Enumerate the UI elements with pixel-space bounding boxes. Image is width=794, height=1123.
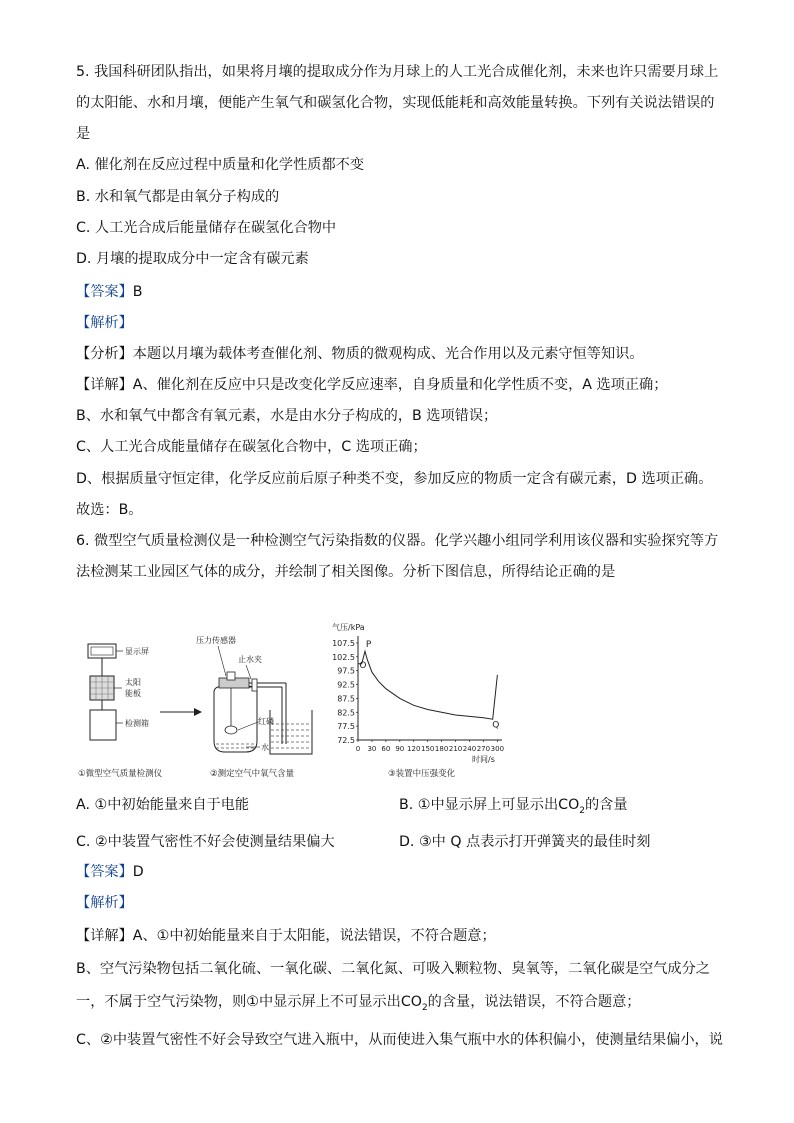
detector-box-shape: [90, 710, 116, 740]
co2-formula-2: CO: [400, 994, 422, 1010]
q5-option-d: D. 月壤的提取成分中一定含有碳元素: [76, 251, 309, 267]
q6-detail-3-pre: 一，不属于空气污染物，则①中显示屏上不可显示出: [76, 994, 401, 1010]
co2-subscript: 2: [579, 805, 585, 816]
point-label-O: O: [359, 660, 367, 671]
chart-ylabel: 气压/kPa: [332, 623, 365, 632]
y-tick-label: 87.5: [337, 694, 355, 704]
q5-analysis-label: 【解析】: [76, 315, 133, 331]
point-label-P: P: [365, 640, 372, 651]
q5-answer: [76, 282, 143, 302]
q5-detail-2: B、水和氧气中都含有氧元素，水是由水分子构成的，B 选项错误；: [76, 408, 498, 424]
co2-subscript-2: 2: [421, 1002, 428, 1013]
label-water: 水: [261, 743, 269, 752]
y-tick-label: 92.5: [337, 680, 355, 690]
q6-detail-3-post: 的含量，说法错误，不符合题意；: [427, 994, 641, 1010]
x-tick-label: 300: [490, 745, 505, 753]
device-diagram: [88, 644, 149, 740]
q6-figure: [76, 606, 506, 782]
x-tick-label: 180: [434, 745, 449, 753]
q6-answer-label: 【答案】: [76, 864, 133, 880]
q6-detail-2: B、空气污染物包括二氧化硫、一氧化碳、二氧化氮、可吸入颗粒物、臭氧等，二氧化碳是空气成分之: [76, 961, 710, 977]
q5-detail-1: 【详解】A、催化剂在反应中只是改变化学反应速率，自身质量和化学性质不变，A 选项正确；: [76, 377, 668, 393]
pressure-curve: [358, 651, 497, 719]
oxygen-apparatus: [196, 635, 312, 754]
beaker-shape: [270, 710, 312, 754]
q6-detail-1: 【详解】A、①中初始能量来自于太阳能，说法错误，不符合题意；: [76, 928, 496, 944]
q5-option-a: A. 催化剂在反应过程中质量和化学性质都不变: [76, 157, 365, 173]
x-tick-label: 210: [448, 745, 463, 753]
q5-detail-3: C、人工光合成能量储存在碳氢化合物中，C 选项正确；: [76, 439, 427, 455]
x-tick-label: 60: [381, 745, 391, 753]
label-solar-2: 能板: [125, 689, 141, 698]
caption-3: ③装置中压强变化: [388, 769, 456, 779]
q5-stem-line3: 是: [76, 126, 91, 142]
y-tick-label: 97.5: [337, 666, 355, 676]
q6-option-b: [399, 795, 628, 821]
x-tick-label: 270: [476, 745, 491, 753]
q6-stem-line2: 法检测某工业园区气体的成分，并绘制了相关图像。分析下图信息，所得结论正确的是: [76, 564, 616, 580]
q6-answer: [76, 862, 144, 882]
x-tick-label: 0: [355, 745, 361, 753]
q6-detail-4: C、②中装置气密性不好会导致空气进入瓶中，从而使进入集气瓶中水的体积偏小，使测量结果偏小，说: [76, 1032, 723, 1048]
y-tick-label: 107.5: [332, 638, 355, 648]
q6-answer-value: D: [132, 864, 144, 880]
q5-stem-line1: 5. 我国科研团队指出，如果将月壤的提取成分作为月球上的人工光合成催化剂，未来也许只需要月球上: [76, 64, 719, 80]
q6-detail-3: [76, 992, 641, 1018]
y-tick-label: 82.5: [337, 708, 355, 718]
q5-detail-4: D、根据质量守恒定律，化学反应前后原子种类不变，参加反应的物质一定含有碳元素，D 选项正确。: [76, 471, 713, 487]
label-clip: 止水夹: [238, 655, 262, 664]
x-tick-label: 90: [395, 745, 405, 753]
q6-option-c: C. ②中装置气密性不好会使测量结果偏大: [76, 834, 335, 850]
q6-option-b-suffix: 的含量: [584, 797, 628, 813]
chart-xlabel: 时间/s: [472, 755, 495, 764]
q5-conclusion: 故选：B。: [76, 502, 143, 518]
q5-answer-label: 【答案】: [76, 284, 133, 300]
q6-option-d: D. ③中 Q 点表示打开弹簧夹的最佳时刻: [399, 834, 651, 850]
q6-option-a: A. ①中初始能量来自于电能: [76, 797, 250, 813]
q6-stem-line1: 6. 微型空气质量检测仪是一种检测空气污染指数的仪器。化学兴趣小组同学利用该仪器和实验探究等方: [76, 533, 719, 549]
q6-option-b-text: B. ①中显示屏上可显示出: [399, 797, 559, 813]
q5-fenxi: 【分析】本题以月壤为载体考查催化剂、物质的微观构成、光合作用以及元素守恒等知识。: [76, 346, 644, 362]
x-tick-label: 150: [420, 745, 435, 753]
x-tick-label: 120: [407, 745, 421, 753]
q5-option-b: B. 水和氧气都是由氧分子构成的: [76, 189, 280, 205]
point-label-Q: Q: [492, 720, 500, 731]
y-tick-label: 102.5: [332, 652, 355, 662]
gas-bottle-shape: [214, 686, 257, 752]
q5-stem-line2: 的太阳能、水和月壤，便能产生氧气和碳氢化合物，实现低能耗和高效能量转换。下列有关说法错误的: [76, 95, 715, 111]
y-tick-label: 72.5: [337, 736, 355, 745]
label-red-phosphorus: 红磷: [258, 717, 274, 726]
pressure-chart: [332, 622, 504, 764]
label-solar-1: 太阳: [125, 678, 141, 687]
label-pressure-sensor: 压力传感器: [196, 636, 236, 645]
co2-formula: CO: [558, 797, 580, 813]
x-tick-label: 240: [462, 745, 477, 753]
q5-option-c: C. 人工光合成后能量储存在碳氢化合物中: [76, 220, 337, 236]
q5-answer-value: B: [132, 284, 143, 300]
label-detector: 检测箱: [125, 719, 149, 728]
caption-2: ②测定空气中氧气含量: [210, 769, 295, 779]
y-tick-label: 77.5: [337, 722, 355, 732]
label-display: 显示屏: [125, 647, 149, 656]
x-tick-label: 30: [367, 745, 377, 753]
caption-1: ①微型空气质量检测仪: [78, 769, 163, 779]
arrow-icon: [160, 708, 202, 716]
q6-analysis-label: 【解析】: [76, 895, 133, 911]
